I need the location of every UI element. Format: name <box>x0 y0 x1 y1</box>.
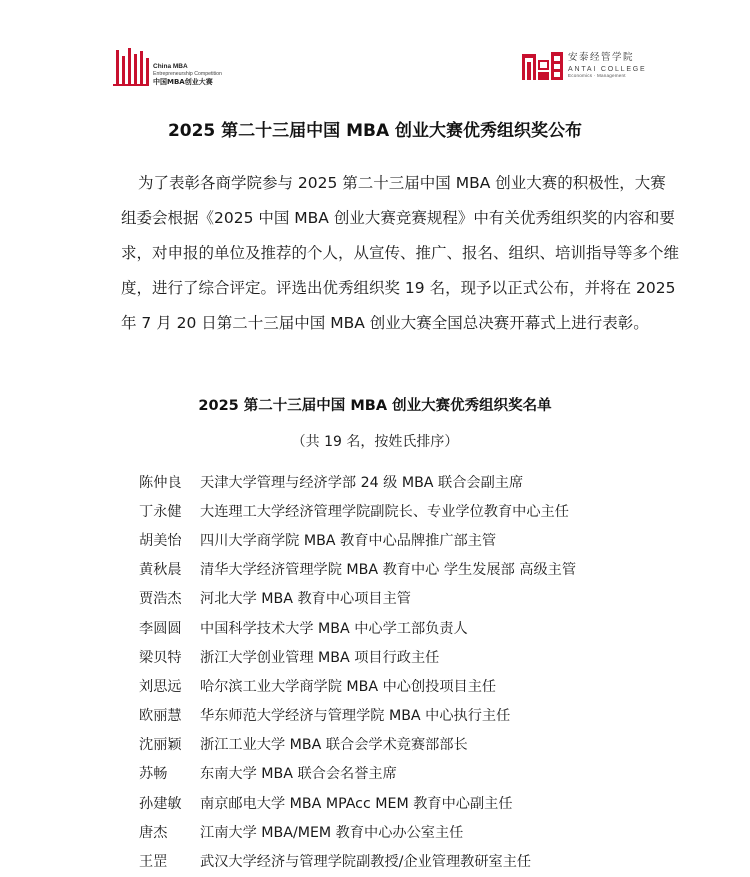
competition-mark-icon <box>113 48 149 86</box>
awardee-role: 哈尔滨工业大学商学院 MBA 中心创投项目主任 <box>200 678 497 695</box>
awardee-name: 黄秋晨 <box>139 562 182 579</box>
list-item <box>139 847 659 876</box>
list-item <box>139 672 659 701</box>
awardee-role: 武汉大学经济与管理学院副教授/企业管理教研室主任 <box>200 854 532 871</box>
awardee-role: 浙江工业大学 MBA 联合会学术竞赛部部长 <box>200 737 468 754</box>
list-item <box>139 526 659 555</box>
awardee-name: 王罡 <box>139 854 168 871</box>
list-item <box>139 468 659 497</box>
awardee-role: 清华大学经济管理学院 MBA 教育中心 学生发展部 高级主管 <box>200 562 577 579</box>
logo-right-line2: ANTAI COLLEGE <box>568 65 647 73</box>
awardee-role: 河北大学 MBA 教育中心项目主管 <box>200 591 411 608</box>
china-mba-competition-logo <box>113 44 222 86</box>
awardee-role: 东南大学 MBA 联合会名誉主席 <box>200 766 397 783</box>
antai-mark-icon <box>522 50 564 82</box>
awardee-name: 唐杰 <box>139 824 168 841</box>
awardee-list <box>139 468 659 877</box>
intro-line: 年 7 月 20 日第二十三届中国 MBA 创业大赛全国总决赛开幕式上进行表彰。 <box>121 314 649 332</box>
awardee-name: 梁贝特 <box>139 649 182 666</box>
logo-right-line1: 安泰经管学院 <box>568 52 635 64</box>
awardee-role: 四川大学商学院 MBA 教育中心品牌推广部主管 <box>200 532 497 549</box>
logo-left-line3: 中国MBA创业大赛 <box>153 78 213 86</box>
list-item <box>139 556 659 585</box>
awardee-name: 丁永健 <box>139 503 182 520</box>
intro-line: 度，进行了综合评定。评选出优秀组织奖 19 名，现予以正式公布，并将在 2025 <box>121 279 676 297</box>
awardee-name: 胡美怡 <box>139 532 182 549</box>
awardee-name: 欧丽慧 <box>139 708 182 725</box>
list-item <box>139 818 659 847</box>
list-item <box>139 789 659 818</box>
list-item <box>139 497 659 526</box>
awardee-name: 苏畅 <box>139 766 168 783</box>
awardee-name: 贾浩杰 <box>139 591 182 608</box>
awardee-role: 浙江大学创业管理 MBA 项目行政主任 <box>200 649 440 666</box>
awardee-role: 大连理工大学经济管理学院副院长、专业学位教育中心主任 <box>200 503 569 520</box>
list-item <box>139 643 659 672</box>
awardee-role: 中国科学技术大学 MBA 中心学工部负责人 <box>200 620 468 637</box>
awardee-role: 华东师范大学经济与管理学院 MBA 中心执行主任 <box>200 708 511 725</box>
list-item <box>139 614 659 643</box>
awardee-list-title: 2025 第二十三届中国 MBA 创业大赛优秀组织奖名单 <box>198 398 552 414</box>
awardee-name: 陈仲良 <box>139 474 182 491</box>
list-item <box>139 731 659 760</box>
awardee-role: 天津大学管理与经济学部 24 级 MBA 联合会副主席 <box>200 474 524 491</box>
awardee-name: 沈丽颖 <box>139 737 182 754</box>
intro-line: 求，对申报的单位及推荐的个人，从宣传、推广、报名、组织、培训指导等多个维 <box>121 244 680 262</box>
list-item <box>139 585 659 614</box>
awardee-list-subtitle: （共 19 名，按姓氏排序） <box>291 434 459 450</box>
logo-left-line2: Entrepreneurship Competition <box>153 70 222 77</box>
antai-college-logo <box>522 50 647 82</box>
awardee-name: 孙建敏 <box>139 795 182 812</box>
intro-line: 为了表彰各商学院参与 2025 第二十三届中国 MBA 创业大赛的积极性，大赛 <box>138 174 666 192</box>
list-item <box>139 702 659 731</box>
document-title: 2025 第二十三届中国 MBA 创业大赛优秀组织奖公布 <box>167 121 583 141</box>
logo-right-line3: Economics · Management <box>568 72 626 78</box>
awardee-name: 李圆圆 <box>139 620 182 637</box>
awardee-name: 刘思远 <box>139 678 182 695</box>
awardee-role: 南京邮电大学 MBA MPAcc MEM 教育中心副主任 <box>200 795 513 812</box>
logo-left-line1: China MBA <box>153 63 188 71</box>
awardee-role: 江南大学 MBA/MEM 教育中心办公室主任 <box>200 824 464 841</box>
intro-line: 组委会根据《2025 中国 MBA 创业大赛竞赛规程》中有关优秀组织奖的内容和要 <box>121 209 675 227</box>
list-item <box>139 760 659 789</box>
intro-paragraph <box>121 166 680 341</box>
